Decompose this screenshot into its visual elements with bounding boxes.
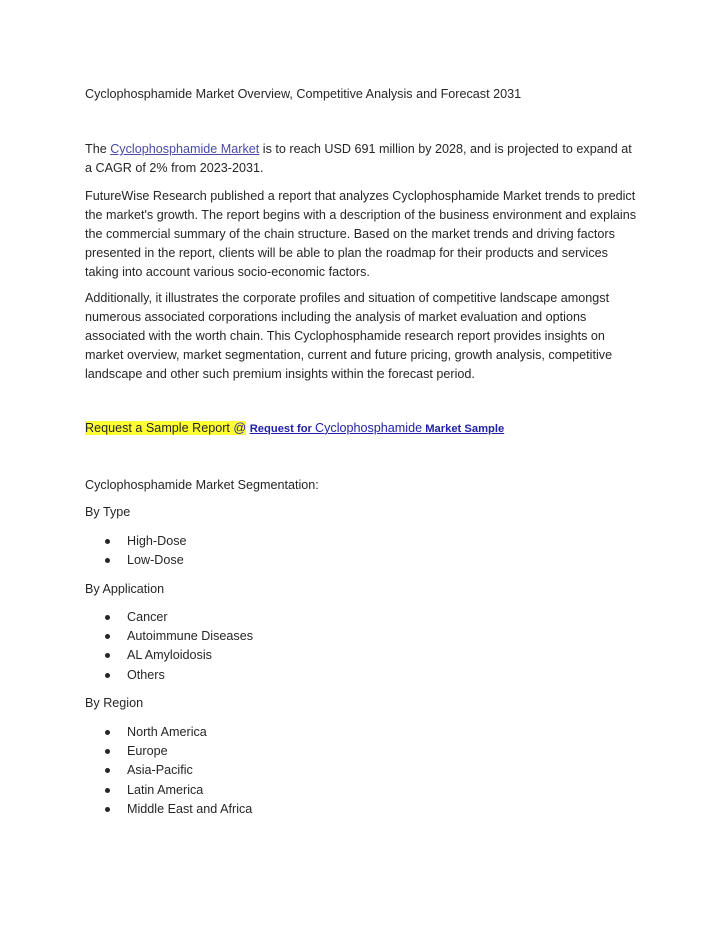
bullet-icon xyxy=(105,768,110,773)
report-description-paragraph: FutureWise Research published a report that analyzes Cyclophosphamide Market trends to predict the market's growth. The report begins with a description of the business environment and explains the commercial summary of the chain structure. Based on the market trends and driving factors presented in the report, clients will be able to plan the roadmap for their products and services taking into account various socio-economic factors. xyxy=(85,189,637,279)
by-type-list xyxy=(85,532,187,570)
list-item xyxy=(85,781,252,800)
segmentation-heading: Cyclophosphamide Market Segmentation: xyxy=(85,478,319,492)
document-title: Cyclophosphamide Market Overview, Competitive Analysis and Forecast 2031 xyxy=(85,87,522,101)
corporate-profiles-paragraph: Additionally, it illustrates the corporate profiles and situation of competitive landscape amongst numerous associated corporations including the analysis of market evaluation and options associated with the worth chain. This Cyclophosphamide research report provides insights on market overview, market segmentation, current and future pricing, growth analysis, competitive landscape and other such premium insights within the forecast period. xyxy=(85,291,613,381)
list-item xyxy=(85,742,252,761)
bullet-icon xyxy=(105,558,110,563)
list-item-text: Autoimmune Diseases xyxy=(127,629,253,644)
by-type-heading: By Type xyxy=(85,505,131,519)
by-application-heading: By Application xyxy=(85,582,165,596)
by-region-list xyxy=(85,723,252,819)
by-region-heading: By Region xyxy=(85,696,144,710)
bullet-icon xyxy=(105,673,110,678)
request-sample-link[interactable] xyxy=(250,423,504,435)
request-sample-label: Request a Sample Report xyxy=(85,421,230,435)
bullet-icon xyxy=(105,615,110,620)
list-item-text: North America xyxy=(127,725,207,739)
by-application-list xyxy=(85,608,253,685)
list-item-text: Europe xyxy=(127,744,168,759)
list-item xyxy=(85,800,252,819)
intro-prefix: The xyxy=(85,142,111,156)
bullet-icon xyxy=(105,807,110,812)
intro-paragraph xyxy=(85,140,640,178)
request-link-part2: Cyclophosphamide xyxy=(315,421,423,435)
market-link[interactable]: Cyclophosphamide Market xyxy=(110,142,260,156)
list-item xyxy=(85,627,253,646)
bullet-icon xyxy=(105,749,110,754)
list-item-text: Others xyxy=(127,667,165,682)
list-item-text: Cancer xyxy=(127,610,168,624)
request-link-part3: Market Sample xyxy=(422,423,505,435)
list-item-text: Low-Dose xyxy=(127,553,184,568)
list-item xyxy=(85,608,253,627)
intro-suffix: is to reach USD 691 million by 2028, and is projected to expand at a CAGR of 2% from 2023-2031. xyxy=(85,142,632,175)
request-at-sign: @ xyxy=(229,421,247,435)
list-item-text: Latin America xyxy=(127,782,204,797)
bullet-icon xyxy=(105,539,110,544)
request-sample-line xyxy=(85,419,504,439)
list-item-text: Asia-Pacific xyxy=(127,763,193,778)
request-link-part1: Request for xyxy=(249,423,315,435)
list-item xyxy=(85,761,252,780)
list-item-text: AL Amyloidosis xyxy=(127,648,212,663)
list-item xyxy=(85,666,253,685)
list-item-text: Middle East and Africa xyxy=(127,801,253,816)
bullet-icon xyxy=(105,634,110,639)
bullet-icon xyxy=(105,653,110,658)
list-item xyxy=(85,532,187,551)
list-item xyxy=(85,723,252,742)
list-item xyxy=(85,551,187,570)
list-item-text: High-Dose xyxy=(127,534,187,548)
bullet-icon xyxy=(105,788,110,793)
bullet-icon xyxy=(105,730,110,735)
list-item xyxy=(85,646,253,665)
